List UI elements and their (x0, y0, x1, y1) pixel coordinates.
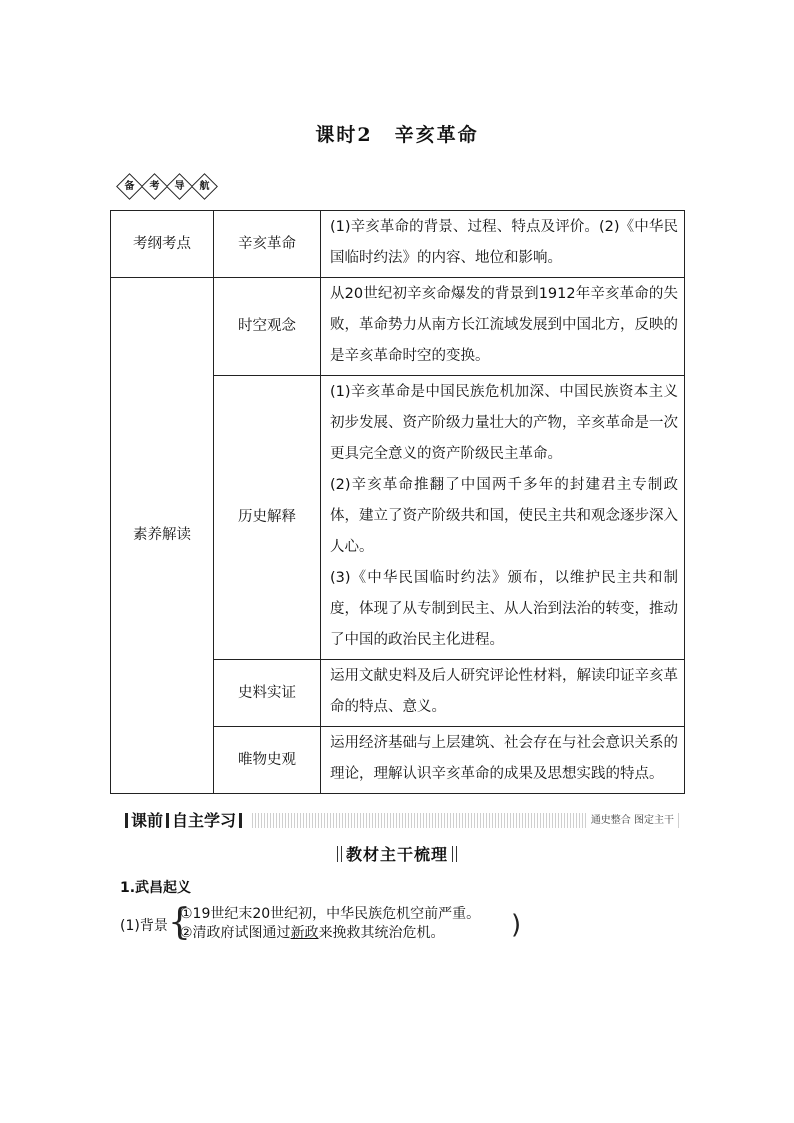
subsection-title: 教材主干梳理 (0, 842, 794, 865)
point-line: ①19世纪末20世纪初，中华民族危机空前严重。 (180, 906, 481, 922)
table-cell: 唯物史观 (214, 727, 321, 794)
section-header-bar (120, 811, 680, 830)
left-brace-icon: { (168, 902, 191, 943)
paragraph: (2)辛亥革命推翻了中国两千多年的封建君主专制政体，建立了资产阶级共和国，使民主共和观念逐步深入人心。 (330, 477, 678, 555)
table-row (111, 211, 685, 278)
table-cell: 运用文献史料及后人研究评论性材料，解读印证辛亥革命的特点、意义。 (321, 660, 685, 727)
paragraph: (1)辛亥革命是中国民族危机加深、中国民族资本主义初步发展、资产阶级力量壮大的产物，辛亥革命是一次更具完全意义的资产阶级民主革命。 (330, 384, 678, 462)
paragraph: (3)《中华民国临时约法》颁布，以维护民主共和制度，体现了从专制到民主、从人治到法治的转变，推动了中国的政治民主化进程。 (330, 570, 678, 648)
badge-diamond: 考 (141, 173, 168, 200)
table-cell: 运用经济基础与上层建筑、社会存在与社会意识关系的理论，理解认识辛亥革命的成果及思想实践的特点。 (321, 727, 685, 794)
badge-diamond: 航 (191, 173, 218, 200)
right-paren-icon: ) (511, 910, 522, 940)
lesson-topic: 辛亥革命 (394, 124, 479, 146)
lesson-number: 课时2 (315, 124, 373, 146)
group-label-cell: 素养解读 (111, 278, 214, 794)
background-points (180, 905, 480, 943)
table-cell: 时空观念 (214, 278, 321, 376)
table-cell: 从20世纪初辛亥命爆发的背景到1912年辛亥革命的失败，革命势力从南方长江流域发展到中国北方，反映的是辛亥革命时空的变换。 (321, 278, 685, 376)
table-cell: 辛亥革命 (214, 211, 321, 278)
table-cell: 史料实证 (214, 660, 321, 727)
syllabus-table (110, 210, 685, 794)
section-tag: 通史整合 图定主干 (587, 813, 678, 828)
table-cell (321, 376, 685, 660)
table-cell: 考纲考点 (111, 211, 214, 278)
badge-diamond: 备 (116, 173, 143, 200)
section-label: 课前 自主学习 (120, 811, 251, 830)
topic-heading: 1.武昌起义 (120, 880, 192, 896)
background-label: (1)背景 (120, 918, 168, 934)
table-cell: 历史解释 (214, 376, 321, 660)
point-line: ②清政府试图通过新政来挽救其统治危机。 (180, 925, 445, 941)
blank-answer: 新政 (290, 925, 319, 941)
table-row (111, 278, 685, 376)
exam-guide-badge (120, 177, 220, 196)
badge-diamond: 导 (166, 173, 193, 200)
table-cell: (1)辛亥革命的背景、过程、特点及评价。(2)《中华民国临时约法》的内容、地位和影响。 (321, 211, 685, 278)
page-title (0, 120, 794, 147)
